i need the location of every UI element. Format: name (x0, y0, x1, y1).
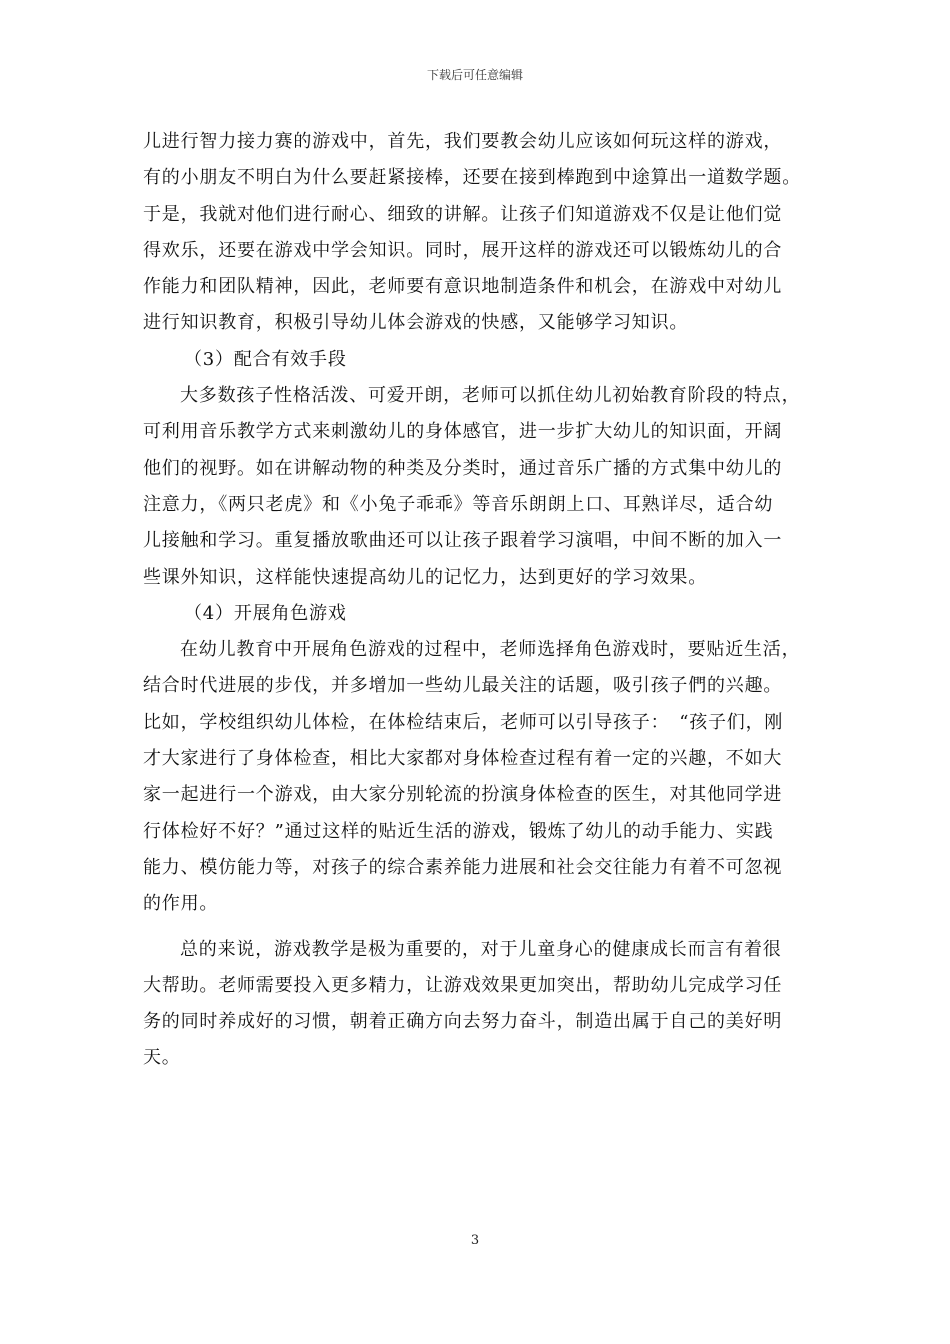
paragraph-line: 注意力，《两只老虎》和《小兔子乖乖》等音乐朗朗上口、耳熟详尽，适合幼 (143, 493, 774, 515)
paragraph-line: 有的小朋友不明白为什么要赶紧接棒，还要在接到棒跑到中途算出一道数学题。 (143, 167, 801, 189)
paragraph-line: 作能力和团队精神，因此，老师要有意识地制造条件和机会，在游戏中对幼儿 (143, 276, 783, 298)
paragraph-line: 结合时代进展的步伐，并多增加一些幼儿最关注的话题，吸引孩子們的兴趣。 (143, 675, 783, 697)
paragraph-line: 他们的视野。如在讲解动物的种类及分类时，通过音乐广播的方式集中幼儿的 (143, 457, 783, 479)
paragraph-line: 进行知识教育，积极引导幼儿体会游戏的快感，又能够学习知识。 (143, 312, 689, 334)
paragraph-line: 些课外知识，这样能快速提高幼儿的记忆力，达到更好的学习效果。 (143, 566, 707, 588)
paragraph-line: 在幼儿教育中开展角色游戏的过程中，老师选择角色游戏时，要贴近生活， (180, 639, 801, 661)
paragraph-line: 儿接触和学习。重复播放歌曲还可以让孩子跟着学习演唱，中间不断的加入一 (143, 530, 783, 552)
paragraph-line: 大帮助。老师需要投入更多精力，让游戏效果更加突出，帮助幼儿完成学习任 (143, 974, 783, 996)
document-body (143, 124, 808, 1077)
paragraph-line: 行体检好不好？”通过这样的贴近生活的游戏，锻炼了幼儿的动手能力、实践 (143, 820, 774, 842)
paragraph-line: 才大家进行了身体检查，相比大家都对身体检查过程有着一定的兴趣，不如大 (143, 748, 783, 770)
paragraph-line: 能力、模仿能力等，对孩子的综合素养能力进展和社会交往能力有着不可忽视 (143, 856, 783, 878)
paragraph-line: 的作用。 (143, 893, 219, 915)
section-heading: （3）配合有效手段 (184, 348, 347, 370)
section-heading: （4）开展角色游戏 (184, 602, 347, 624)
paragraph-line: 得欢乐，还要在游戏中学会知识。同时，展开这样的游戏还可以锻炼幼儿的合 (143, 239, 783, 261)
paragraph-line: 家一起进行一个游戏，由大家分别轮流的扮演身体检查的医生，对其他同学进 (143, 784, 783, 806)
paragraph-line: 可利用音乐教学方式来刺激幼儿的身体感官，进一步扩大幼儿的知识面，开阔 (143, 421, 783, 443)
paragraph-line: 务的同时养成好的习惯，朝着正确方向去努力奋斗，制造出属于自己的美好明 (143, 1011, 783, 1033)
page-header-note: 下载后可任意编辑 (426, 68, 523, 82)
paragraph-line: 儿进行智力接力赛的游戏中，首先，我们要教会幼儿应该如何玩这样的游戏， (143, 131, 783, 152)
page-number: 3 (470, 1233, 480, 1248)
paragraph-line: 比如，学校组织幼儿体检，在体检结束后，老师可以引导孩子： “孩子们，刚 (143, 711, 784, 733)
paragraph-line: 大多数孩子性格活泼、可爱开朗，老师可以抓住幼儿初始教育阶段的特点， (180, 385, 801, 407)
paragraph-line: 总的来说，游戏教学是极为重要的，对于儿童身心的健康成长而言有着很 (180, 938, 782, 960)
paragraph-line: 天。 (143, 1047, 181, 1069)
paragraph-line: 于是，我就对他们进行耐心、细致的讲解。让孩子们知道游戏不仅是让他们觉 (143, 203, 783, 225)
